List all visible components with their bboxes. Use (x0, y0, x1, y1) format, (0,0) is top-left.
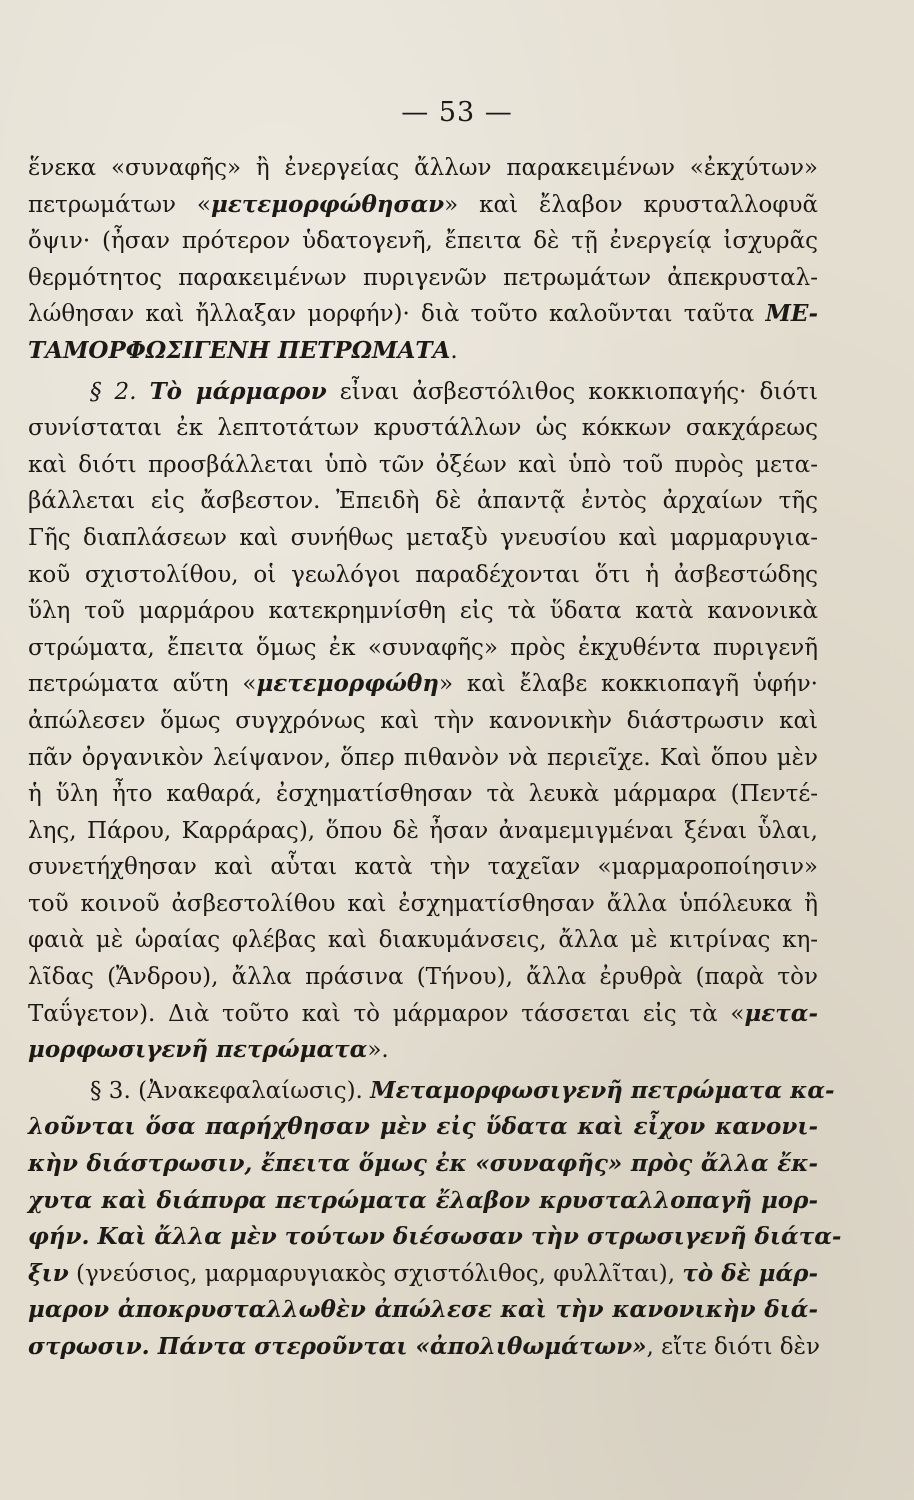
text-line: πετρωμάτων «μετεμορφώθησαν» καὶ ἔλαβον κρυσταλλοφυᾶ (28, 190, 818, 218)
text-line: στρώματα, ἔπειτα ὅμως ἐκ «συναφῆς» πρὸς ἐκχυθέντα πυριγενῆ (28, 634, 818, 661)
text-line: συνετήχθησαν καὶ αὗται κατὰ τὴν ταχεῖαν «μαρμαροποίησιν» (28, 854, 818, 881)
text-line: ὕλη τοῦ μαρμάρου κατεκρημνίσθη εἰς τὰ ὕδατα κατὰ κανονικὰ (28, 598, 818, 625)
emphasis-term: Τὸ μάρμαρον (149, 377, 327, 405)
text-line: κοῦ σχιστολίθου, οἱ γεωλόγοι παραδέχονται ὅτι ἡ ἀσβεστώδης (28, 561, 818, 588)
text-line: ὄψιν· (ἦσαν πρότερον ὑδατογενῆ, ἔπειτα δὲ τῇ ἐνεργείᾳ ἰσχυρᾶς (28, 228, 818, 255)
section-heading-line (28, 1073, 835, 1110)
text-line: λῖδας (Ἄνδρου), ἄλλα πράσινα (Τήνου), ἄλλα ἐρυθρὰ (παρὰ τὸν (28, 964, 818, 991)
page-number: — 53 — (401, 97, 513, 128)
text-line: ΤΑΜΟΡΦΩΣΙΓΕΝΗ ΠΕΤΡΩΜΑΤΑ. (28, 336, 458, 364)
text-line: μαρον ἀποκρυσταλλωθὲν ἀπώλεσε καὶ τὴν κανονικὴν διά- (28, 1296, 818, 1324)
text-line: λοῦνται ὅσα παρήχθησαν μὲν εἰς ὕδατα καὶ εἶχον κανονι- (28, 1113, 818, 1141)
text-line: συνίσταται ἐκ λεπτοτάτων κρυστάλλων ὡς κόκκων σακχάρεως (28, 415, 818, 442)
text-line: λης, Πάρου, Καρράρας), ὅπου δὲ ἦσαν ἀναμεμιγμέναι ξέναι ὗλαι, (28, 817, 818, 844)
text-line: χυτα καὶ διάπυρα πετρώματα ἔλαβον κρυσταλλοπαγῆ μορ- (28, 1186, 818, 1214)
section-number: § 3. (Ἀνακεφαλαίωσις). (90, 1077, 371, 1104)
text-line: καὶ διότι προσβάλλεται ὑπὸ τῶν ὀξέων καὶ ὑπὸ τοῦ πυρὸς μετα- (28, 451, 818, 478)
text-line: φήν. Καὶ ἄλλα μὲν τούτων διέσωσαν τὴν στρωσιγενῆ διάτα- (28, 1223, 842, 1251)
emphasis-term: μετεμορφώθησαν (211, 190, 445, 218)
text-line: κὴν διάστρωσιν, ἔπειτα ὅμως ἐκ «συναφῆς» πρὸς ἄλλα ἔκ- (28, 1150, 818, 1178)
text-line: τοῦ κοινοῦ ἀσβεστολίθου καὶ ἐσχηματίσθησαν ἄλλα ὑπόλευκα ἢ (28, 890, 818, 917)
body-text (28, 150, 842, 1366)
text-line: φαιὰ μὲ ὡραίας φλέβας καὶ διακυμάνσεις, ἄλλα μὲ κιτρίνας κη- (28, 927, 818, 954)
text-line: βάλλεται εἰς ἄσβεστον. Ἐπειδὴ δὲ ἀπαντᾷ ἐντὸς ἀρχαίων τῆς (28, 488, 818, 515)
emphasis-term: Μεταμορφωσιγενῆ πετρώματα κα- (370, 1076, 835, 1104)
text-line: πετρώματα αὕτη «μετεμορφώθη» καὶ ἔλαβε κοκκιοπαγῆ ὑφήν· (28, 670, 818, 698)
text-line: λώθησαν καὶ ἤλλαξαν μορφήν)· διὰ τοῦτο καλοῦνται ταῦτα ΜΕ- (28, 300, 818, 328)
text-line: Γῆς διαπλάσεων καὶ συνήθως μεταξὺ γνευσίου καὶ μαρμαρυγια- (28, 524, 818, 551)
text-line: Ταΰγετον). Διὰ τοῦτο καὶ τὸ μάρμαρον τάσσεται εἰς τὰ «μετα- (28, 999, 818, 1027)
emphasis-term: μετα- (744, 999, 818, 1027)
text-line: ξιν (γνεύσιος, μαρμαρυγιακὸς σχιστόλιθος, φυλλῖται), τὸ δὲ μάρ- (28, 1259, 818, 1287)
text-line: πᾶν ὀργανικὸν λείψανον, ὅπερ πιθανὸν νὰ περιεῖχε. Καὶ ὅπου μὲν (28, 744, 818, 771)
section-number: § 2. (90, 378, 150, 405)
text-line: στρωσιν. Πάντα στεροῦνται «ἀπολιθωμάτων», εἴτε διότι δὲν (28, 1333, 820, 1360)
text-line: μορφωσιγενῆ πετρώματα». (28, 1036, 389, 1064)
text-line: ἕνεκα «συναφῆς» ἢ ἐνεργείας ἄλλων παρακειμένων «ἐκχύτων» (28, 155, 818, 181)
section-heading-line: § 2. Τὸ μάρμαρον εἶναι ἀσβεστόλιθος κοκκιοπαγής· διότι (90, 377, 818, 405)
text-line: ἀπώλεσεν ὅμως συγχρόνως καὶ τὴν κανονικὴν διάστρωσιν καὶ (28, 707, 818, 734)
emphasis-term: μορφωσιγενῆ πετρώματα (28, 1036, 368, 1064)
text-line: θερμότητος παρακειμένων πυριγενῶν πετρωμάτων ἀπεκρυσταλ- (28, 264, 818, 291)
emphasis-term: ΜΕ- (765, 300, 818, 328)
emphasis-term: ΤΑΜΟΡΦΩΣΙΓΕΝΗ ΠΕΤΡΩΜΑΤΑ (28, 336, 451, 364)
text-line: ἡ ὕλη ἦτο καθαρά, ἐσχηματίσθησαν τὰ λευκὰ μάρμαρα (Πεντέ- (28, 781, 818, 808)
emphasis-term: μετεμορφώθη (256, 670, 439, 698)
